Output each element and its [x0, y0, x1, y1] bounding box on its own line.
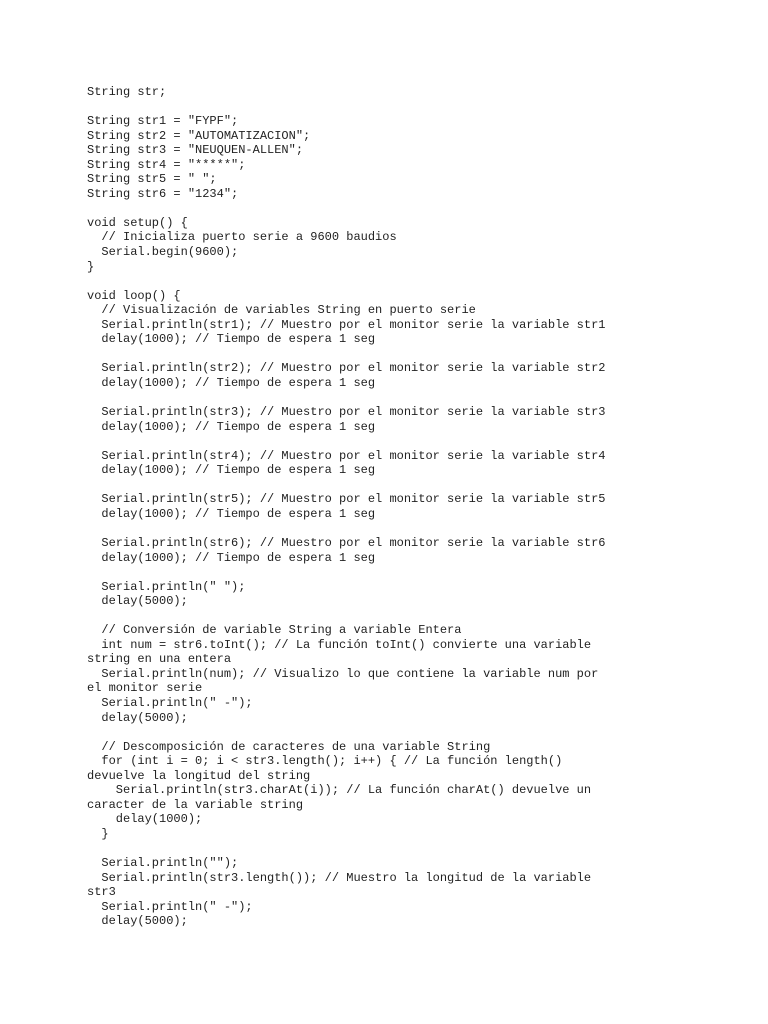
code-line [87, 201, 687, 216]
code-line: String str5 = " "; [87, 172, 217, 187]
code-line: String str; [87, 85, 167, 99]
code-line: string en una entera [87, 652, 232, 667]
code-line [87, 725, 687, 740]
code-line: Serial.println(num); // Visualizo lo que contiene la variable num por [87, 666, 599, 681]
code-line [87, 274, 687, 289]
code-line: delay(1000); // Tiempo de espera 1 seg [87, 375, 376, 390]
code-line: String str1 = "FYPF"; [87, 114, 239, 129]
code-line: void setup() { [87, 215, 188, 230]
code-line: delay(1000); // Tiempo de espera 1 seg [87, 463, 376, 478]
code-line: delay(1000); [87, 812, 203, 827]
code-line: Serial.println(str1); // Muestro por el monitor serie la variable str1 [87, 317, 606, 332]
code-line: Serial.println(str2); // Muestro por el monitor serie la variable str2 [87, 361, 606, 376]
code-line [87, 565, 687, 580]
code-line: Serial.println(str6); // Muestro por el monitor serie la variable str6 [87, 535, 606, 550]
code-line [87, 347, 687, 362]
code-line: str3 [87, 885, 116, 900]
code-line: } [87, 826, 109, 841]
code-line [87, 100, 687, 115]
code-line: Serial.println(" -"); [87, 899, 253, 914]
code-line: Serial.println(" "); [87, 579, 246, 594]
code-line: String str6 = "1234"; [87, 186, 239, 201]
code-line: void loop() { [87, 288, 181, 303]
code-line [87, 434, 687, 449]
code-line: Serial.println(str4); // Muestro por el monitor serie la variable str4 [87, 448, 606, 463]
code-line [87, 521, 687, 536]
code-line: // Inicializa puerto serie a 9600 baudios [87, 230, 397, 245]
code-line: Serial.println(" -"); [87, 695, 253, 710]
code-line: String str4 = "*****"; [87, 157, 246, 172]
code-line: el monitor serie [87, 681, 203, 696]
code-line: delay(1000); // Tiempo de espera 1 seg [87, 332, 376, 347]
code-line: Serial.println(str3.charAt(i)); // La función charAt() devuelve un [87, 783, 592, 798]
code-line: int num = str6.toInt(); // La función toInt() convierte una variable [87, 637, 592, 652]
code-line [87, 478, 687, 493]
code-line: String str3 = "NEUQUEN-ALLEN"; [87, 143, 304, 158]
code-line: String str2 = "AUTOMATIZACION"; [87, 128, 311, 143]
code-line: delay(5000); [87, 710, 188, 725]
code-line: caracter de la variable string [87, 797, 304, 812]
code-line: for (int i = 0; i < str3.length(); i++) { // La función length() [87, 754, 563, 769]
code-line: } [87, 259, 95, 274]
code-listing [87, 85, 687, 929]
code-line [87, 609, 687, 624]
code-line: Serial.println(""); [87, 855, 239, 870]
code-line [87, 841, 687, 856]
code-line: delay(1000); // Tiempo de espera 1 seg [87, 419, 376, 434]
code-line: delay(5000); [87, 594, 188, 609]
code-line [87, 390, 687, 405]
code-line: Serial.begin(9600); [87, 245, 239, 260]
code-line: delay(5000); [87, 914, 188, 929]
code-line: Serial.println(str3.length()); // Muestro la longitud de la variable [87, 870, 592, 885]
code-line: // Visualización de variables String en puerto serie [87, 303, 476, 318]
code-line: Serial.println(str5); // Muestro por el monitor serie la variable str5 [87, 492, 606, 507]
code-line: // Conversión de variable String a variable Entera [87, 623, 462, 638]
code-line: delay(1000); // Tiempo de espera 1 seg [87, 506, 376, 521]
code-line: delay(1000); // Tiempo de espera 1 seg [87, 550, 376, 565]
code-line: Serial.println(str3); // Muestro por el monitor serie la variable str3 [87, 405, 606, 420]
code-line: // Descomposición de caracteres de una variable String [87, 739, 491, 754]
code-line: devuelve la longitud del string [87, 768, 311, 783]
